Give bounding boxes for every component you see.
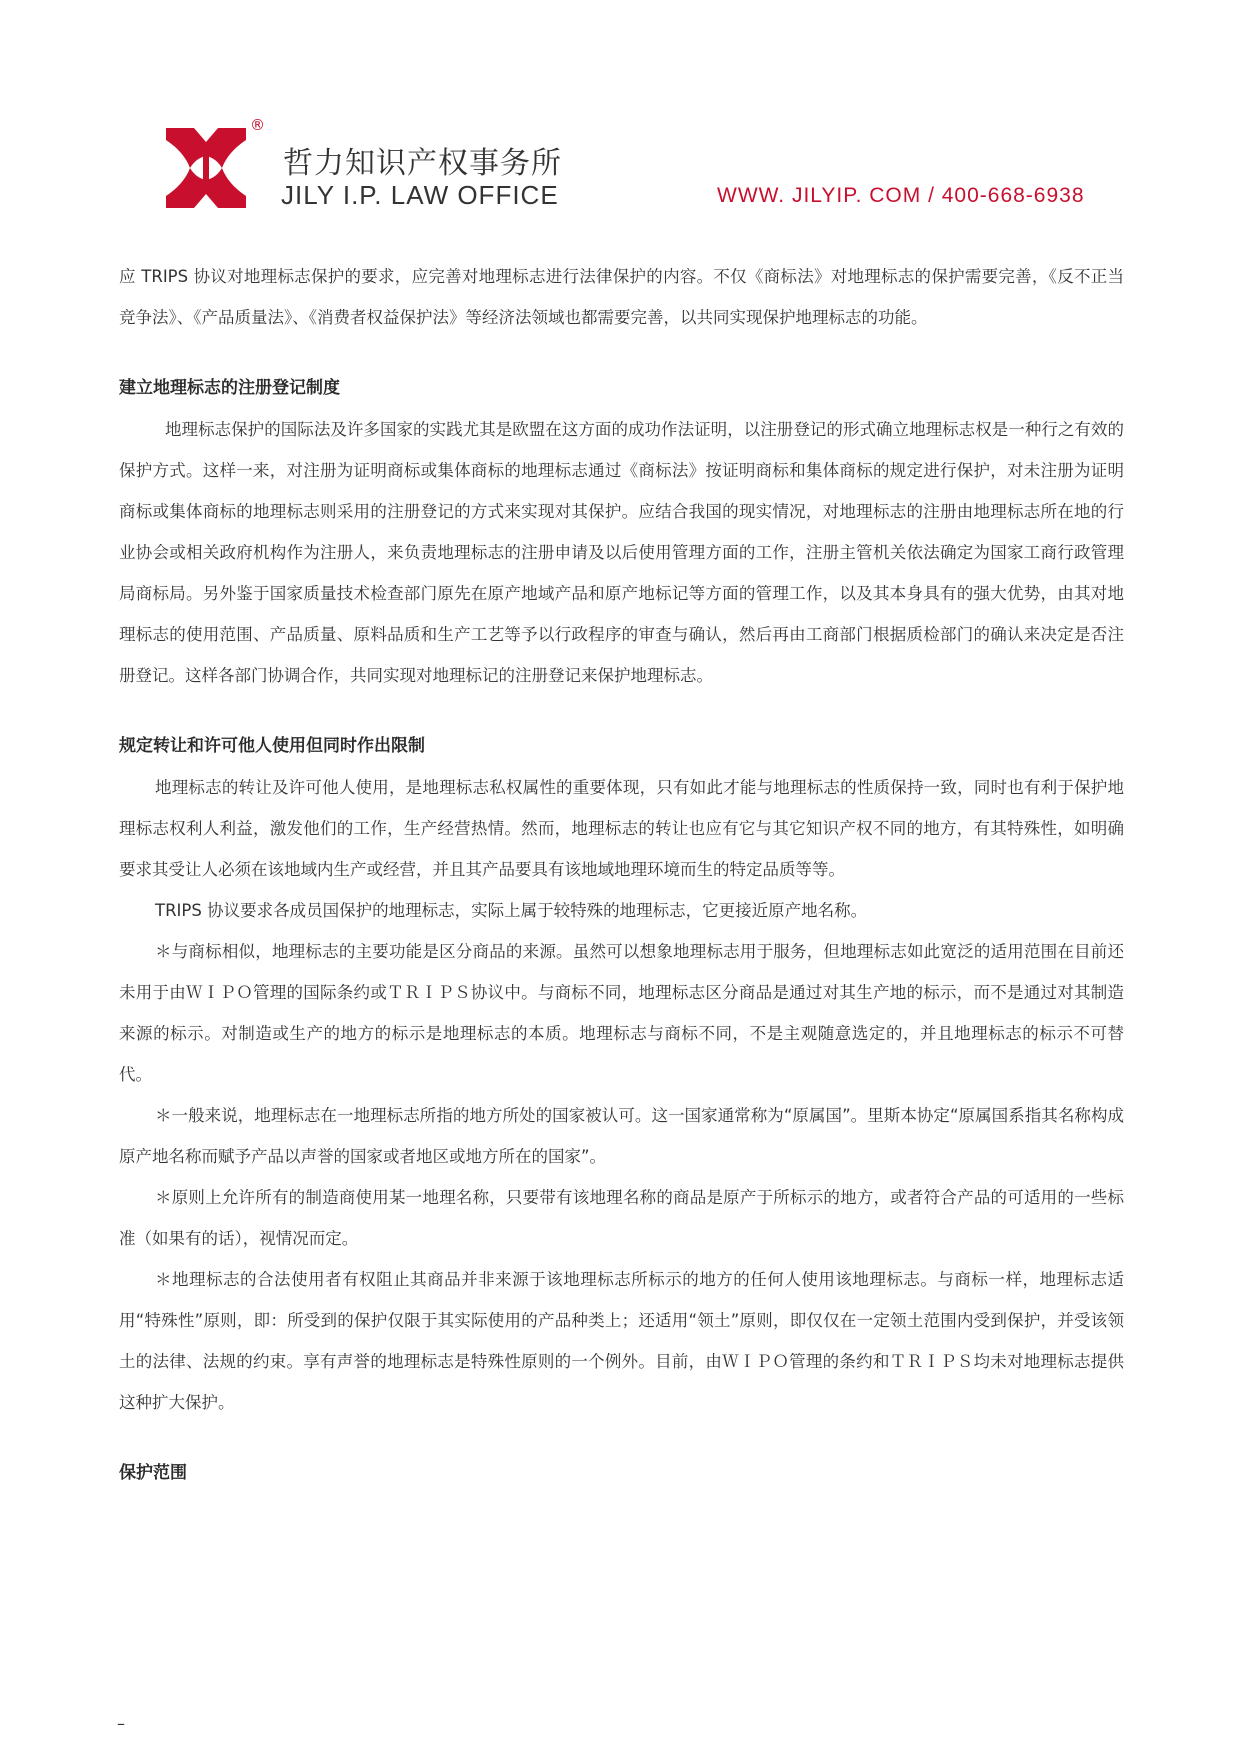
document-body (119, 256, 1124, 1494)
section-heading-scope: 保护范围 (119, 1463, 187, 1483)
paragraph-7: ＊原则上允许所有的制造商使用某一地理名称，只要带有该地理名称的商品是原产于所标示的地方，或者符合产品的可适用的一些标准（如果有的话），视情况而定。 (119, 1188, 1124, 1248)
paragraph-4: TRIPS 协议要求各成员国保护的地理标志，实际上属于较特殊的地理标志，它更接近原产地名称。 (155, 901, 868, 920)
contact-info: WWW. JILYIP. COM / 400-668-6938 (717, 184, 1085, 207)
logo-mark (166, 128, 246, 208)
jily-x-logo-icon (166, 128, 246, 208)
section-heading-transfer: 规定转让和许可他人使用但同时作出限制 (119, 736, 425, 756)
paragraph-3: 地理标志的转让及许可他人使用，是地理标志私权属性的重要体现，只有如此才能与地理标志的性质保持一致，同时也有利于保护地理标志权利人利益，激发他们的工作，生产经营热情。然而，地理标志的转让也应有它与其它知识产权不同的地方，有其特殊性，如明确要求其受让人必须在该地域内生产或经营，并且其产品要具有该地域地理环境而生的特定品质等等。 (119, 778, 1124, 879)
brand-name-en: JILY I.P. LAW OFFICE (281, 180, 559, 210)
paragraph-6: ＊一般来说，地理标志在一地理标志所指的地方所处的国家被认可。这一国家通常称为“原属国”。里斯本协定“原属国系指其名称构成原产地名称而赋予产品以声誉的国家或者地区或地方所在的国家”。 (119, 1106, 1124, 1166)
paragraph-1: 应 TRIPS 协议对地理标志保护的要求，应完善对地理标志进行法律保护的内容。不仅《商标法》对地理标志的保护需要完善，《反不正当竞争法》、《产品质量法》、《消费者权益保护法》等经济法领域也都需要完善，以共同实现保护地理标志的功能。 (119, 267, 1124, 327)
brand-name-cn: 哲力知识产权事务所 (283, 146, 562, 181)
section-heading-registration: 建立地理标志的注册登记制度 (119, 378, 340, 398)
registered-mark: ® (250, 116, 265, 134)
paragraph-8: ＊地理标志的合法使用者有权阻止其商品并非来源于该地理标志所标示的地方的任何人使用该地理标志。与商标一样，地理标志适用“特殊性”原则，即：所受到的保护仅限于其实际使用的产品种类上；还适用“领土”原则，即仅仅在一定领土范围内受到保护，并受该领土的法律、法规的约束。享有声誉的地理标志是特殊性原则的一个例外。目前，由ＷＩＰＯ管理的条约和ＴＲＩＰＳ均未对地理标志提供这种扩大保护。 (119, 1270, 1124, 1412)
footer-mark: – (117, 1714, 125, 1733)
paragraph-5: ＊与商标相似，地理标志的主要功能是区分商品的来源。虽然可以想象地理标志用于服务，但地理标志如此宽泛的适用范围在目前还未用于由ＷＩＰＯ管理的国际条约或ＴＲＩＰＳ协议中。与商标不同，地理标志区分商品是通过对其生产地的标示，而不是通过对其制造来源的标示。对制造或生产的地方的标示是地理标志的本质。地理标志与商标不同，不是主观随意选定的，并且地理标志的标示不可替代。 (119, 942, 1124, 1084)
paragraph-2: 地理标志保护的国际法及许多国家的实践尤其是欧盟在这方面的成功作法证明，以注册登记的形式确立地理标志权是一种行之有效的保护方式。这样一来，对注册为证明商标或集体商标的地理标志通过《商标法》按证明商标和集体商标的规定进行保护，对未注册为证明商标或集体商标的地理标志则采用的注册登记的方式来实现对其保护。应结合我国的现实情况，对地理标志的注册由地理标志所在地的行业协会或相关政府机构作为注册人，来负责地理标志的注册申请及以后使用管理方面的工作，注册主管机关依法确定为国家工商行政管理局商标局。另外鉴于国家质量技术检查部门原先在原产地域产品和原产地标记等方面的管理工作，以及其本身具有的强大优势，由其对地理标志的使用范围、产品质量、原料品质和生产工艺等予以行政程序的审查与确认，然后再由工商部门根据质检部门的确认来决定是否注册登记。这样各部门协调合作，共同实现对地理标记的注册登记来保护地理标志。 (119, 420, 1124, 685)
